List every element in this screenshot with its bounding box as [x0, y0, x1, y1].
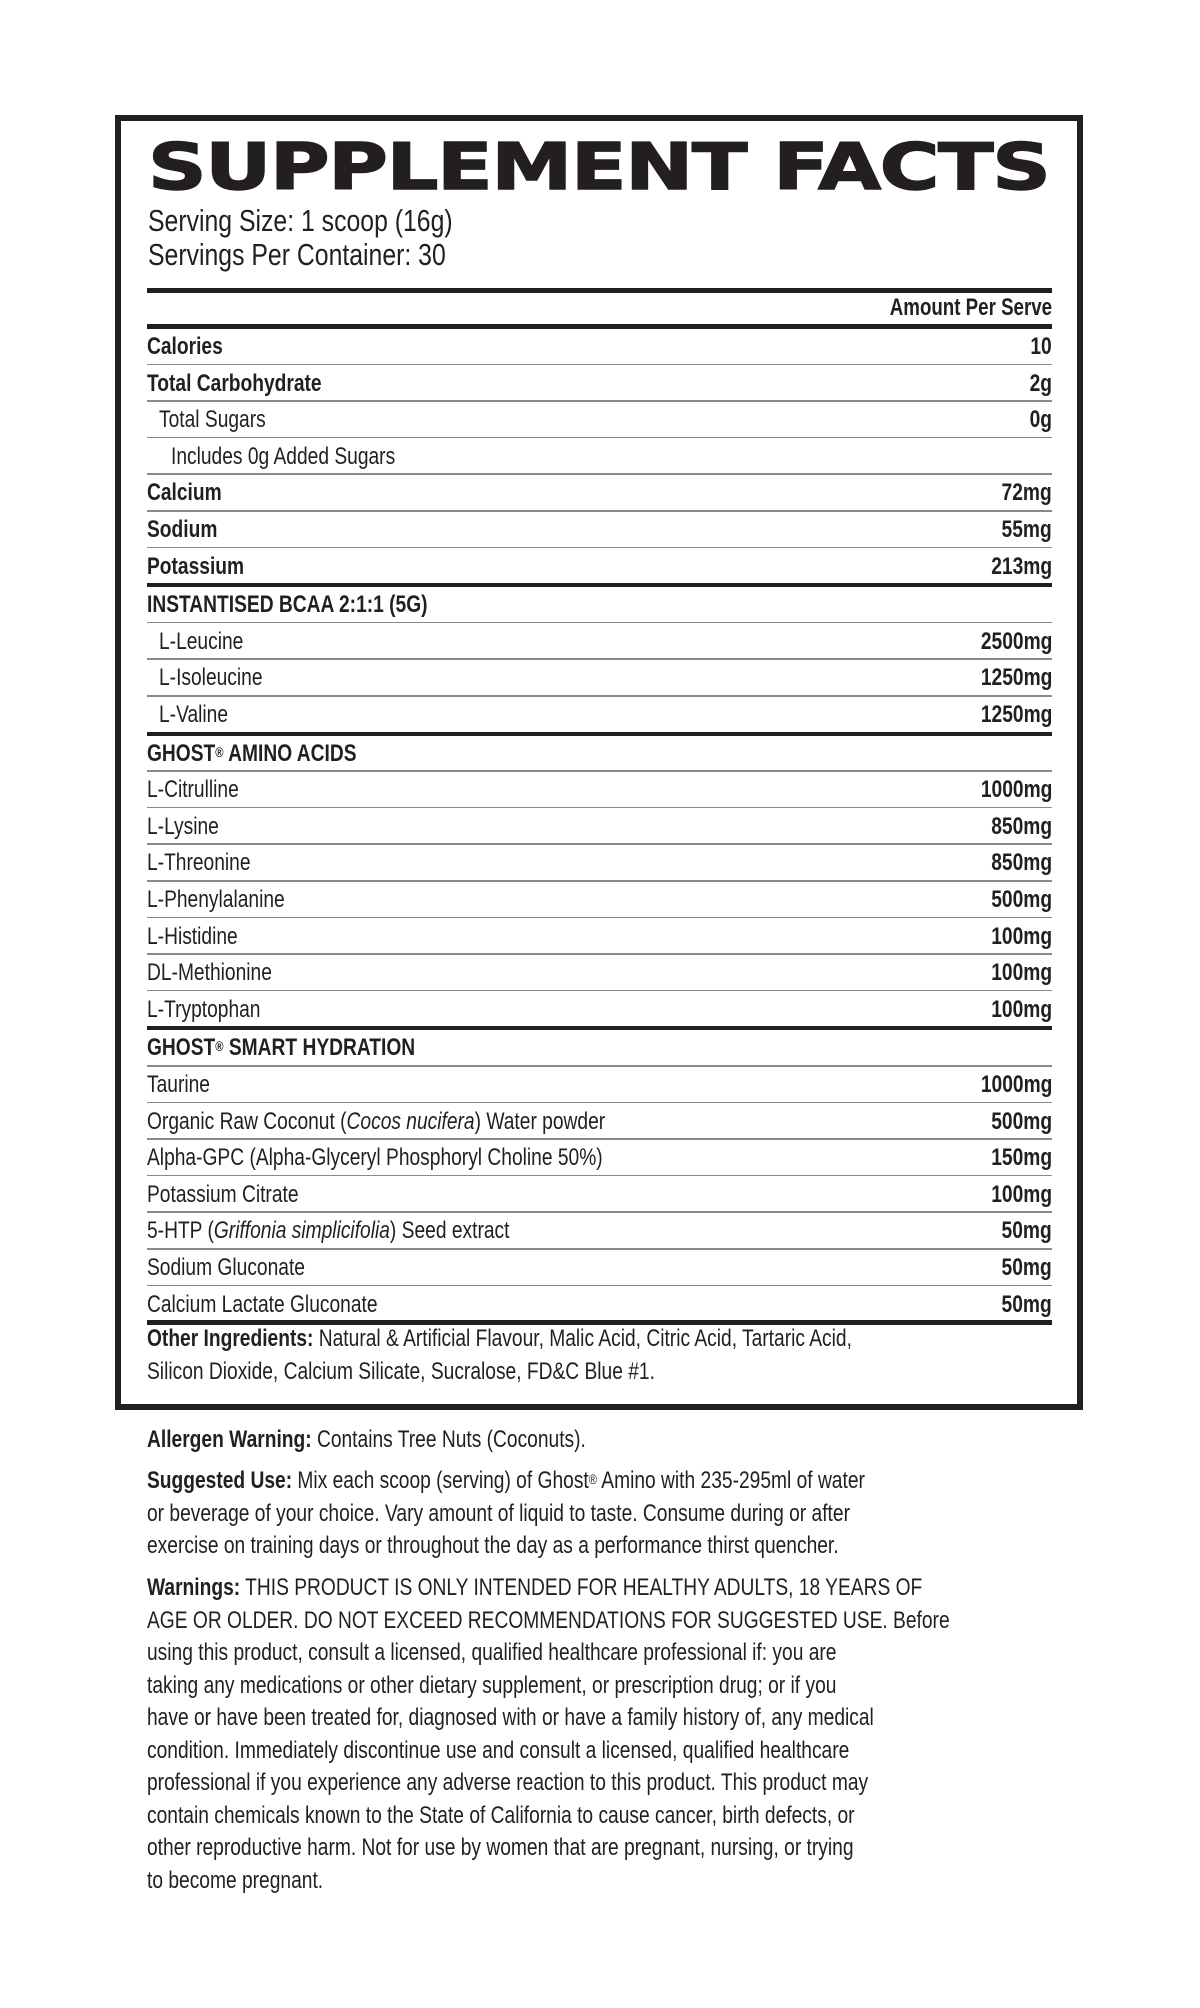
table-row: [147, 809, 1052, 845]
warnings: Warnings: THIS PRODUCT IS ONLY INTENDED FOR HEALTHY ADULTS, 18 YEARS OF AGE OR OLDER. DO NOT EXCEED RECOMMENDATIONS FOR SUGGESTED USE. Before using this product, consult a licensed, qualified healthcare professional if: you are taking any medications or other dietary supplement, or prescription drug; or if you have or have been treated for, diagnosed with or have a family history of, any medical condition. Immediately discontinue use and consult a licensed, qualified healthcare professional if you experience any adverse reaction to this product. This product may contain chemicals known to the State of California to cause cancer, birth defects, or other reproductive harm. Not for use by women that are pregnant, nursing, or trying to become pregnant.: [147, 1574, 950, 1894]
table-row: [147, 697, 1052, 733]
servings-per-container: Servings Per Container: 30: [148, 237, 446, 272]
row-label: GHOST® SMART HYDRATION: [147, 1034, 416, 1062]
row-amount: 100mg: [991, 995, 1052, 1023]
row-amount: 213mg: [991, 552, 1052, 580]
row-label: L-Citrulline: [147, 776, 239, 804]
botanical-name: Griffonia simplicifolia: [213, 1217, 390, 1245]
row-label: L-Threonine: [147, 849, 251, 877]
table-row: [147, 882, 1052, 918]
table-row: [147, 1250, 1052, 1286]
row-amount: 1000mg: [980, 1071, 1052, 1098]
row-label: Potassium: [147, 552, 245, 580]
row-label: L-Phenylalanine: [147, 886, 285, 913]
row-amount: 50mg: [1001, 1290, 1052, 1318]
row-amount: 2500mg: [980, 627, 1052, 655]
table-row: [147, 992, 1052, 1028]
row-label: DL-Methionine: [147, 959, 272, 987]
row-label: Sodium: [147, 516, 218, 543]
botanical-name: Cocos nucifera: [346, 1107, 475, 1135]
row-label: L-Histidine: [147, 922, 238, 950]
table-row: [147, 366, 1052, 402]
table-row: [147, 624, 1052, 660]
allergen-warning: Allergen Warning: Contains Tree Nuts (Coconuts).: [147, 1426, 586, 1453]
other-ingredients: Other Ingredients: Natural & Artificial Flavour, Malic Acid, Citric Acid, Tartaric Acid, Silicon Dioxide, Calcium Silicate, Sucralose, FD&C Blue #1.: [147, 1325, 852, 1385]
table-row: [147, 772, 1052, 808]
row-amount: 72mg: [1001, 479, 1052, 507]
row-amount: 55mg: [1001, 516, 1052, 543]
row-amount: 50mg: [1001, 1254, 1052, 1281]
row-amount: 2g: [1029, 369, 1052, 397]
row-label: L-Lysine: [147, 812, 219, 840]
row-label: Calcium Lactate Gluconate: [147, 1290, 378, 1318]
row-label: INSTANTISED BCAA 2:1:1 (5G): [147, 591, 428, 619]
table-row: [147, 1287, 1052, 1323]
table-row: [147, 955, 1052, 991]
row-label: Calcium: [147, 479, 222, 507]
row-amount: 150mg: [991, 1144, 1052, 1172]
row-label: Sodium Gluconate: [147, 1254, 305, 1281]
row-label: 5-HTP (Griffonia simplicifolia) Seed extract: [147, 1217, 510, 1245]
suggested-use: Suggested Use: Mix each scoop (serving) of Ghost® Amino with 235-295ml of water or beverage of your choice. Vary amount of liquid to taste. Consume during or after exercise on training days or throughout the day as a performance thirst quencher.: [147, 1467, 865, 1559]
row-amount: 500mg: [991, 886, 1052, 913]
table-row: [147, 329, 1052, 365]
row-label: Includes 0g Added Sugars: [171, 442, 396, 470]
row-amount: 1000mg: [980, 776, 1052, 804]
row-amount: 850mg: [991, 812, 1052, 840]
section-heading-amino-acids: [147, 736, 1052, 772]
section-heading-smart-hydration: [147, 1030, 1052, 1066]
row-amount: 0g: [1029, 406, 1052, 434]
row-label: L-Valine: [159, 701, 229, 728]
table-row: [147, 475, 1052, 511]
row-label: GHOST® AMINO ACIDS: [147, 739, 357, 767]
section-heading-bcaa: [147, 587, 1052, 623]
table-row: [147, 402, 1052, 438]
row-label: Taurine: [147, 1071, 210, 1098]
row-label: L-Leucine: [159, 627, 244, 655]
row-label: Alpha-GPC (Alpha-Glyceryl Phosphoryl Choline 50%): [147, 1144, 603, 1172]
row-label: Total Sugars: [159, 406, 266, 434]
panel-title: SUPPLEMENT FACTS: [148, 131, 1050, 205]
table-row: [147, 1067, 1052, 1103]
serving-size: Serving Size: 1 scoop (16g): [148, 203, 453, 238]
table-row: [147, 660, 1052, 696]
row-amount: 1250mg: [980, 701, 1052, 728]
table-row: [147, 439, 1052, 475]
table-row: [147, 919, 1052, 955]
table-row: [147, 1104, 1052, 1140]
row-amount: 100mg: [991, 922, 1052, 950]
table-row: [147, 1177, 1052, 1213]
row-label: Potassium Citrate: [147, 1180, 299, 1208]
table-row: [147, 512, 1052, 548]
row-amount: 10: [1030, 333, 1052, 360]
row-label: Organic Raw Coconut (Cocos nucifera) Water powder: [147, 1107, 606, 1135]
row-amount: 50mg: [1001, 1217, 1052, 1245]
table-row: [147, 845, 1052, 881]
row-amount: 1250mg: [980, 664, 1052, 692]
row-amount: 100mg: [991, 1180, 1052, 1208]
row-label: L-Isoleucine: [159, 664, 263, 692]
table-row: [147, 1213, 1052, 1249]
divider-thick: [147, 288, 1052, 293]
amount-per-serve-header: Amount Per Serve: [889, 294, 1052, 321]
row-label: Calories: [147, 333, 223, 360]
row-amount: 850mg: [991, 849, 1052, 877]
row-label: Total Carbohydrate: [147, 369, 322, 397]
row-label: L-Tryptophan: [147, 995, 261, 1023]
row-amount: 500mg: [991, 1107, 1052, 1135]
table-row: [147, 549, 1052, 585]
table-row: [147, 1140, 1052, 1176]
row-amount: 100mg: [991, 959, 1052, 987]
